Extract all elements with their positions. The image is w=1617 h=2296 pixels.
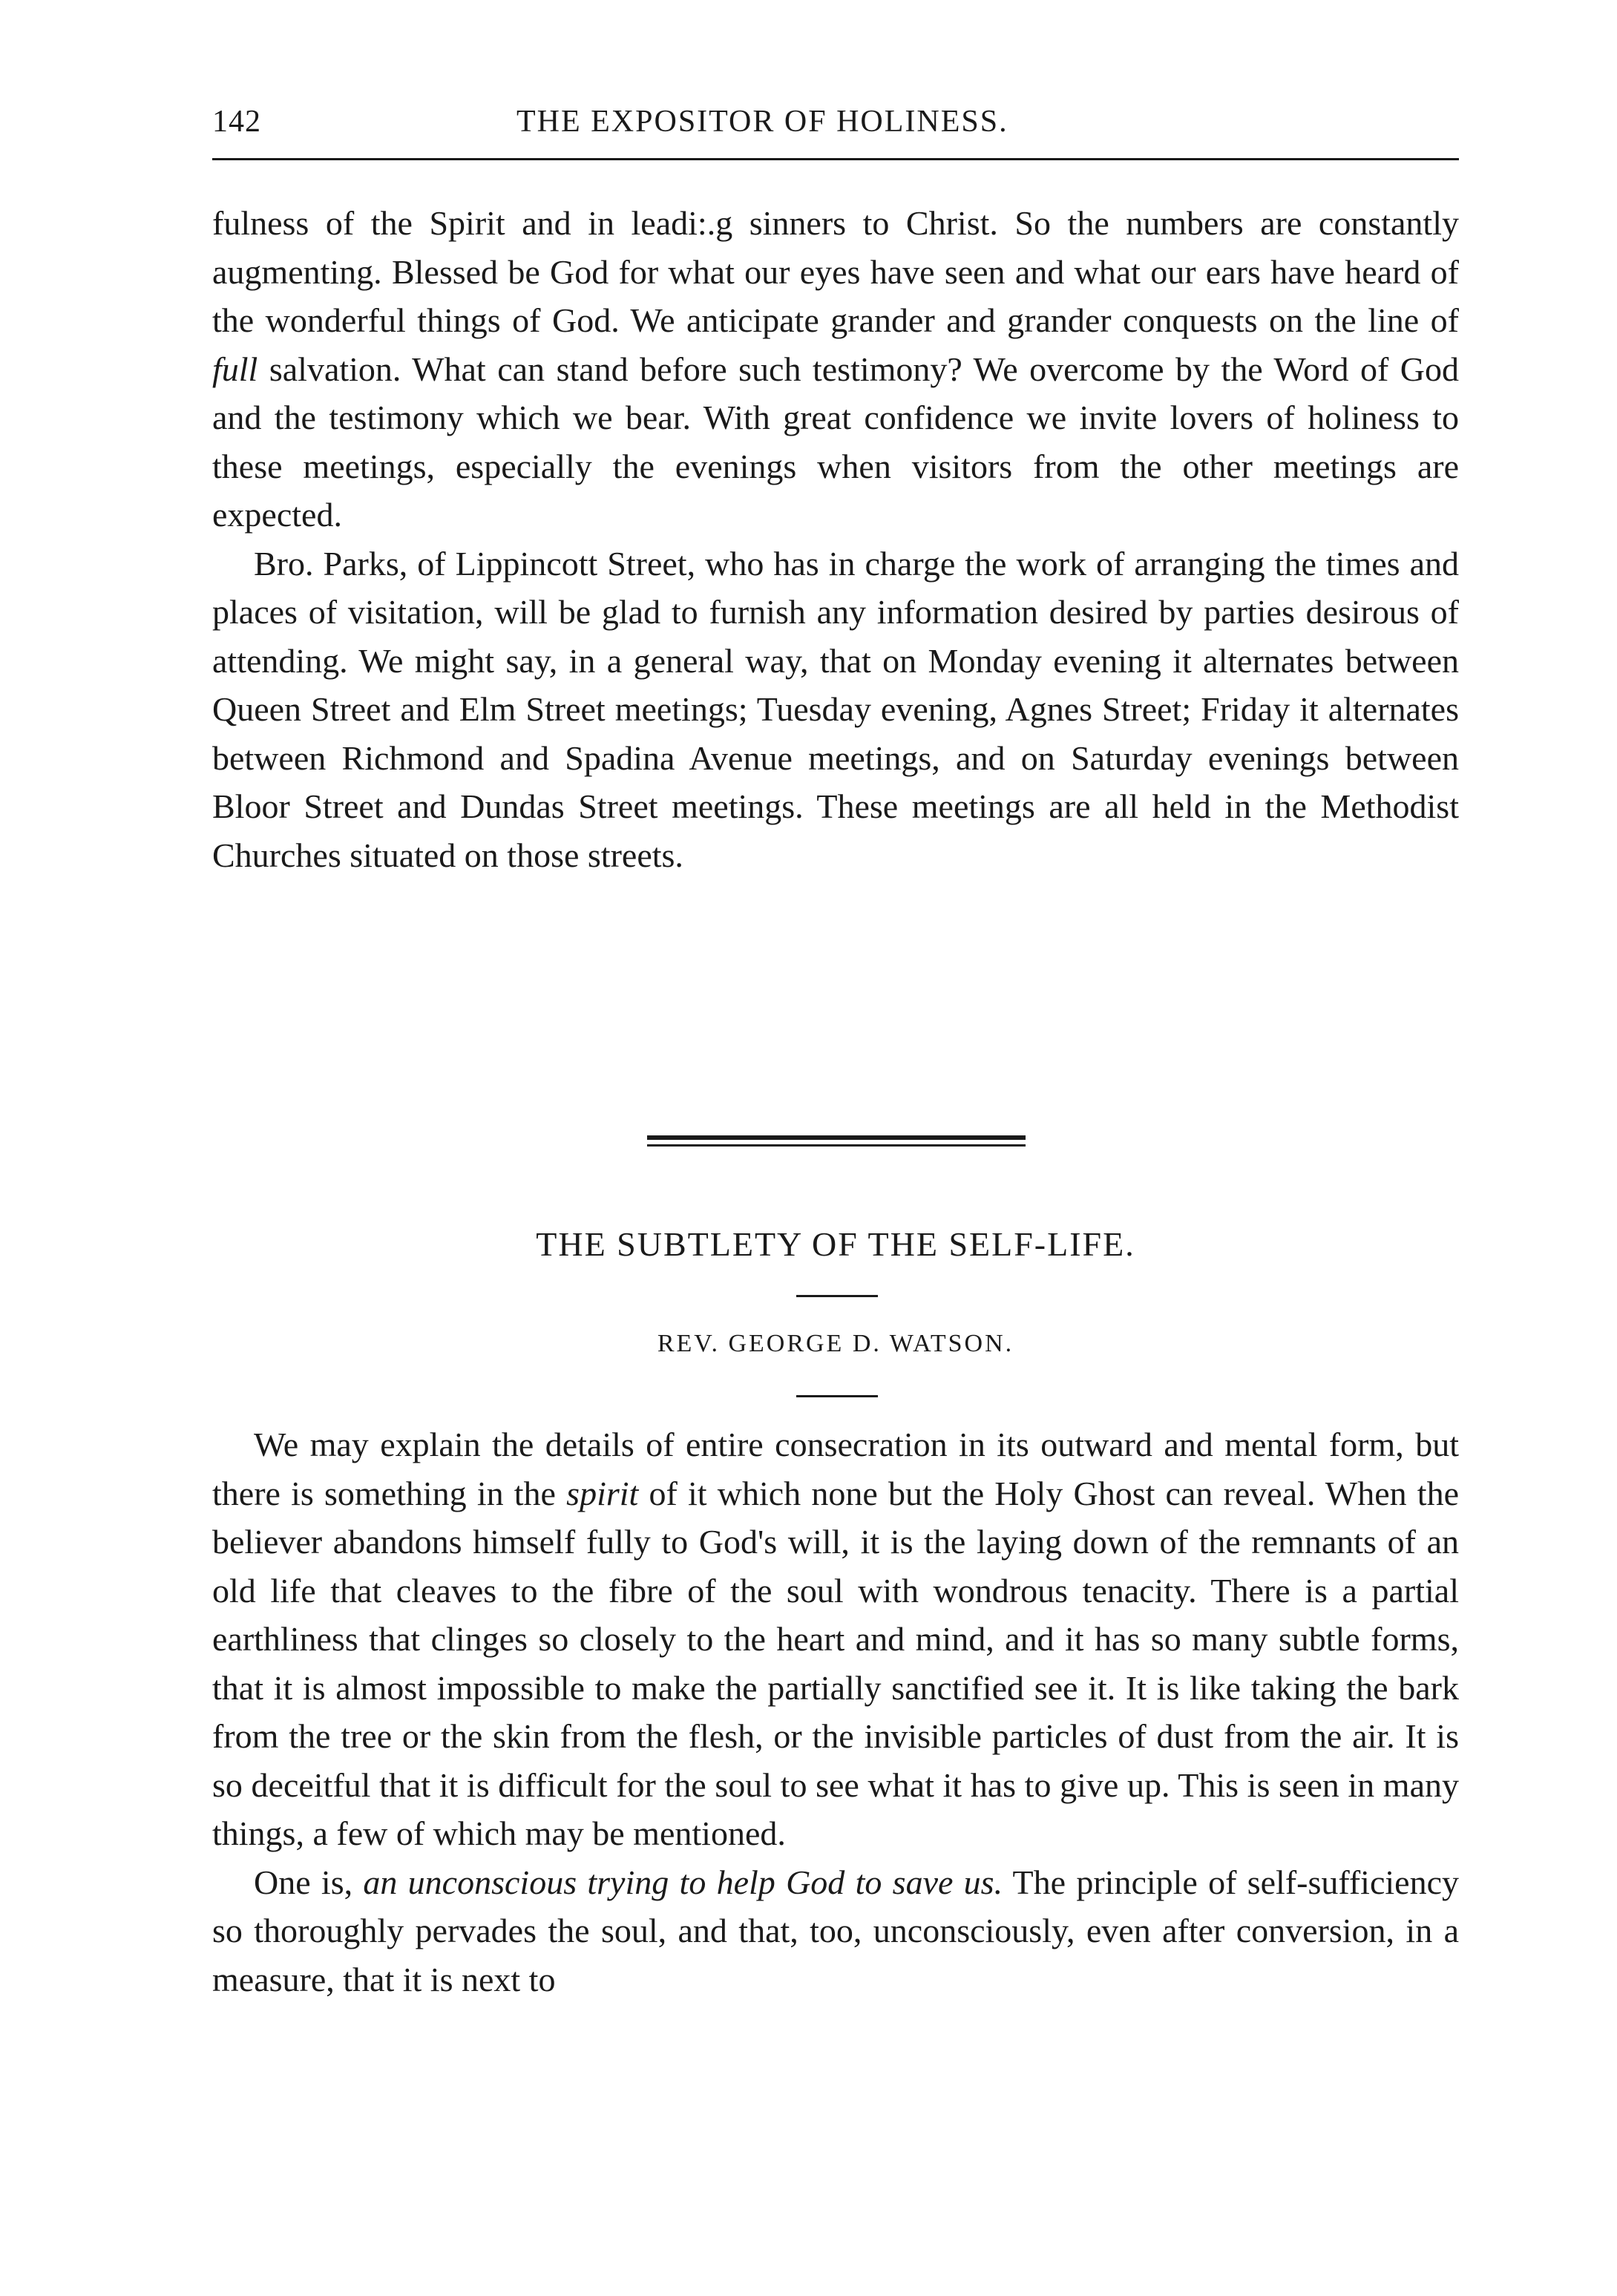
- author-rule: [796, 1395, 878, 1397]
- title-rule: [796, 1295, 878, 1297]
- article-title: THE SUBTLETY OF THE SELF-LIFE.: [536, 1225, 1135, 1263]
- page-number: 142: [212, 105, 261, 139]
- paragraph: Bro. Parks, of Lippincott Street, who has in charge the work of arranging the times and places of visitation, will be glad to furnish any information desired by parties desirous of attending. We might say, in a general way, that on Monday evening it alternates between Queen Street and Elm Street meetings; Tuesday evening, Agnes Street; Friday it alternates between Richmond and Spadina Avenue meetings, and on Saturday evenings between Bloor Street and Dundas Street meetings. These meetings are all held in the Methodist Churches situated on those streets.: [212, 544, 1459, 874]
- paragraph: We may explain the details of entire consecration in its outward and mental form, but there is something in the spirit of it which none but the Holy Ghost can reveal. When the believer abandons himself fully to God's will, it is the laying down of the remnants of an old life that cleaves to the fibre of the soul with wondrous tenacity. There is a partial earthliness that clinges so closely to the heart and mind, and it has so many subtle forms, that it is almost impossible to make the partially sanctified see it. It is like taking the bark from the tree or the skin from the flesh, or the invisible particles of dust from the air. It is so deceitful that it is difficult for the soul to see what it has to give up. This is seen in many things, a few of which may be mentioned.: [212, 1426, 1459, 1852]
- paragraph: One is, an unconscious trying to help God to save us. The principle of self-sufficiency so thoroughly pervades the soul, and that, too, unconsciously, even after conversion, in a measure, that it is next to: [212, 1863, 1459, 1998]
- section-divider: [647, 1135, 1026, 1147]
- article-body: [212, 1420, 1459, 2004]
- running-head: THE EXPOSITOR OF HOLINESS.: [516, 105, 1008, 139]
- page-header: [212, 104, 1459, 148]
- continued-text-block: [212, 199, 1459, 879]
- header-rule: [212, 158, 1459, 160]
- article-author: REV. GEORGE D. WATSON.: [657, 1330, 1014, 1357]
- paragraph: fulness of the Spirit and in leadi:.g sinners to Christ. So the numbers are constantly augmenting. Blessed be God for what our eyes have seen and what our ears have heard of the wonderful things of God. We anticipate grander and grander conquests on the line of full salvation. What can stand before such testimony? We overcome by the Word of God and the testimony which we bear. With great confidence we invite lovers of holiness to these meetings, especially the evenings when visitors from the other meetings are expected.: [212, 204, 1459, 534]
